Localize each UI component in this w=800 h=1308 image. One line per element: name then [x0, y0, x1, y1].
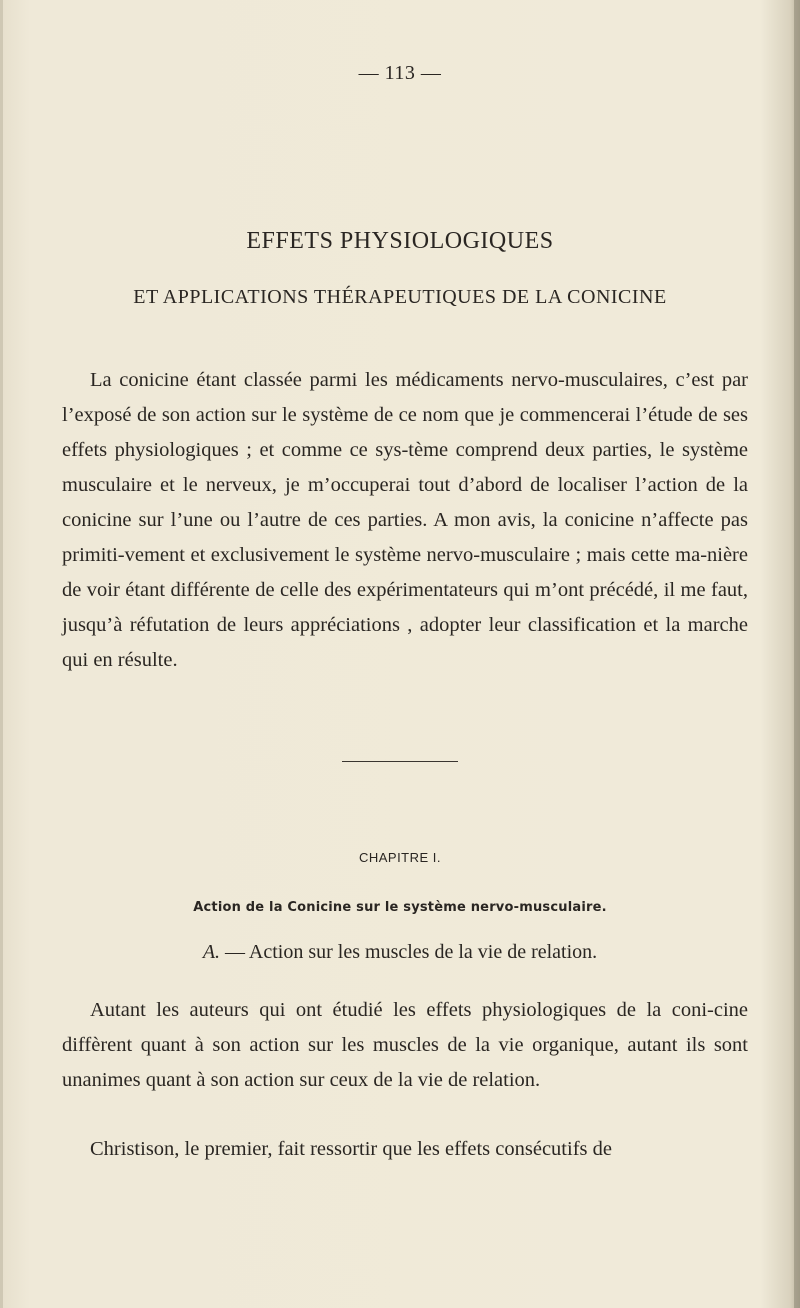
- section-divider: [342, 761, 458, 762]
- body-paragraph-2: Christison, le premier, fait ressortir que les effets consécutifs de: [90, 1138, 612, 1160]
- chapter-title: Action de la Conicine sur le système nervo-musculaire.: [193, 900, 607, 915]
- section-title: — Action sur les muscles de la vie de relation.: [225, 941, 598, 963]
- chapter-label: CHAPITRE I.: [358, 850, 442, 865]
- intro-paragraph: La conicine étant classée parmi les médicaments nervo-musculaires, c’est par l’exposé de son action sur le système de ce nom que je commencerai l’étude de ses effets physiologiques ; et comme ce sys-tème comprend deux parties, le système musculaire et le nerveux, je m’occuperai tout d’abord de localiser l’action de la conicine sur l’une ou l’autre de ces parties. A mon avis, la conicine n’affecte pas primiti-vement et exclusivement le système nervo-musculaire ; mais cette ma-nière de voir étant différente de celle des expérimentateurs qui m’ont précédé, il me faut, jusqu’à réfutation de leurs appréciations , adopter leur classification et la marche qui en résulte.: [62, 369, 748, 671]
- page-left-edge: [0, 0, 3, 1308]
- section-letter: A.: [202, 941, 221, 963]
- page-right-edge: [794, 0, 800, 1308]
- subtitle: ET APPLICATIONS THÉRAPEUTIQUES DE LA CONICINE: [133, 286, 667, 308]
- body-paragraph-1: Autant les auteurs qui ont étudié les effets physiologiques de la coni-cine diffèrent quant à son action sur les muscles de la vie organique, autant ils sont unanimes quant à son action sur ceux de la vie de relation.: [62, 999, 748, 1091]
- page-number: — 113 —: [358, 62, 442, 84]
- section-heading: [0, 941, 800, 964]
- main-title: EFFETS PHYSIOLOGIQUES: [246, 228, 554, 254]
